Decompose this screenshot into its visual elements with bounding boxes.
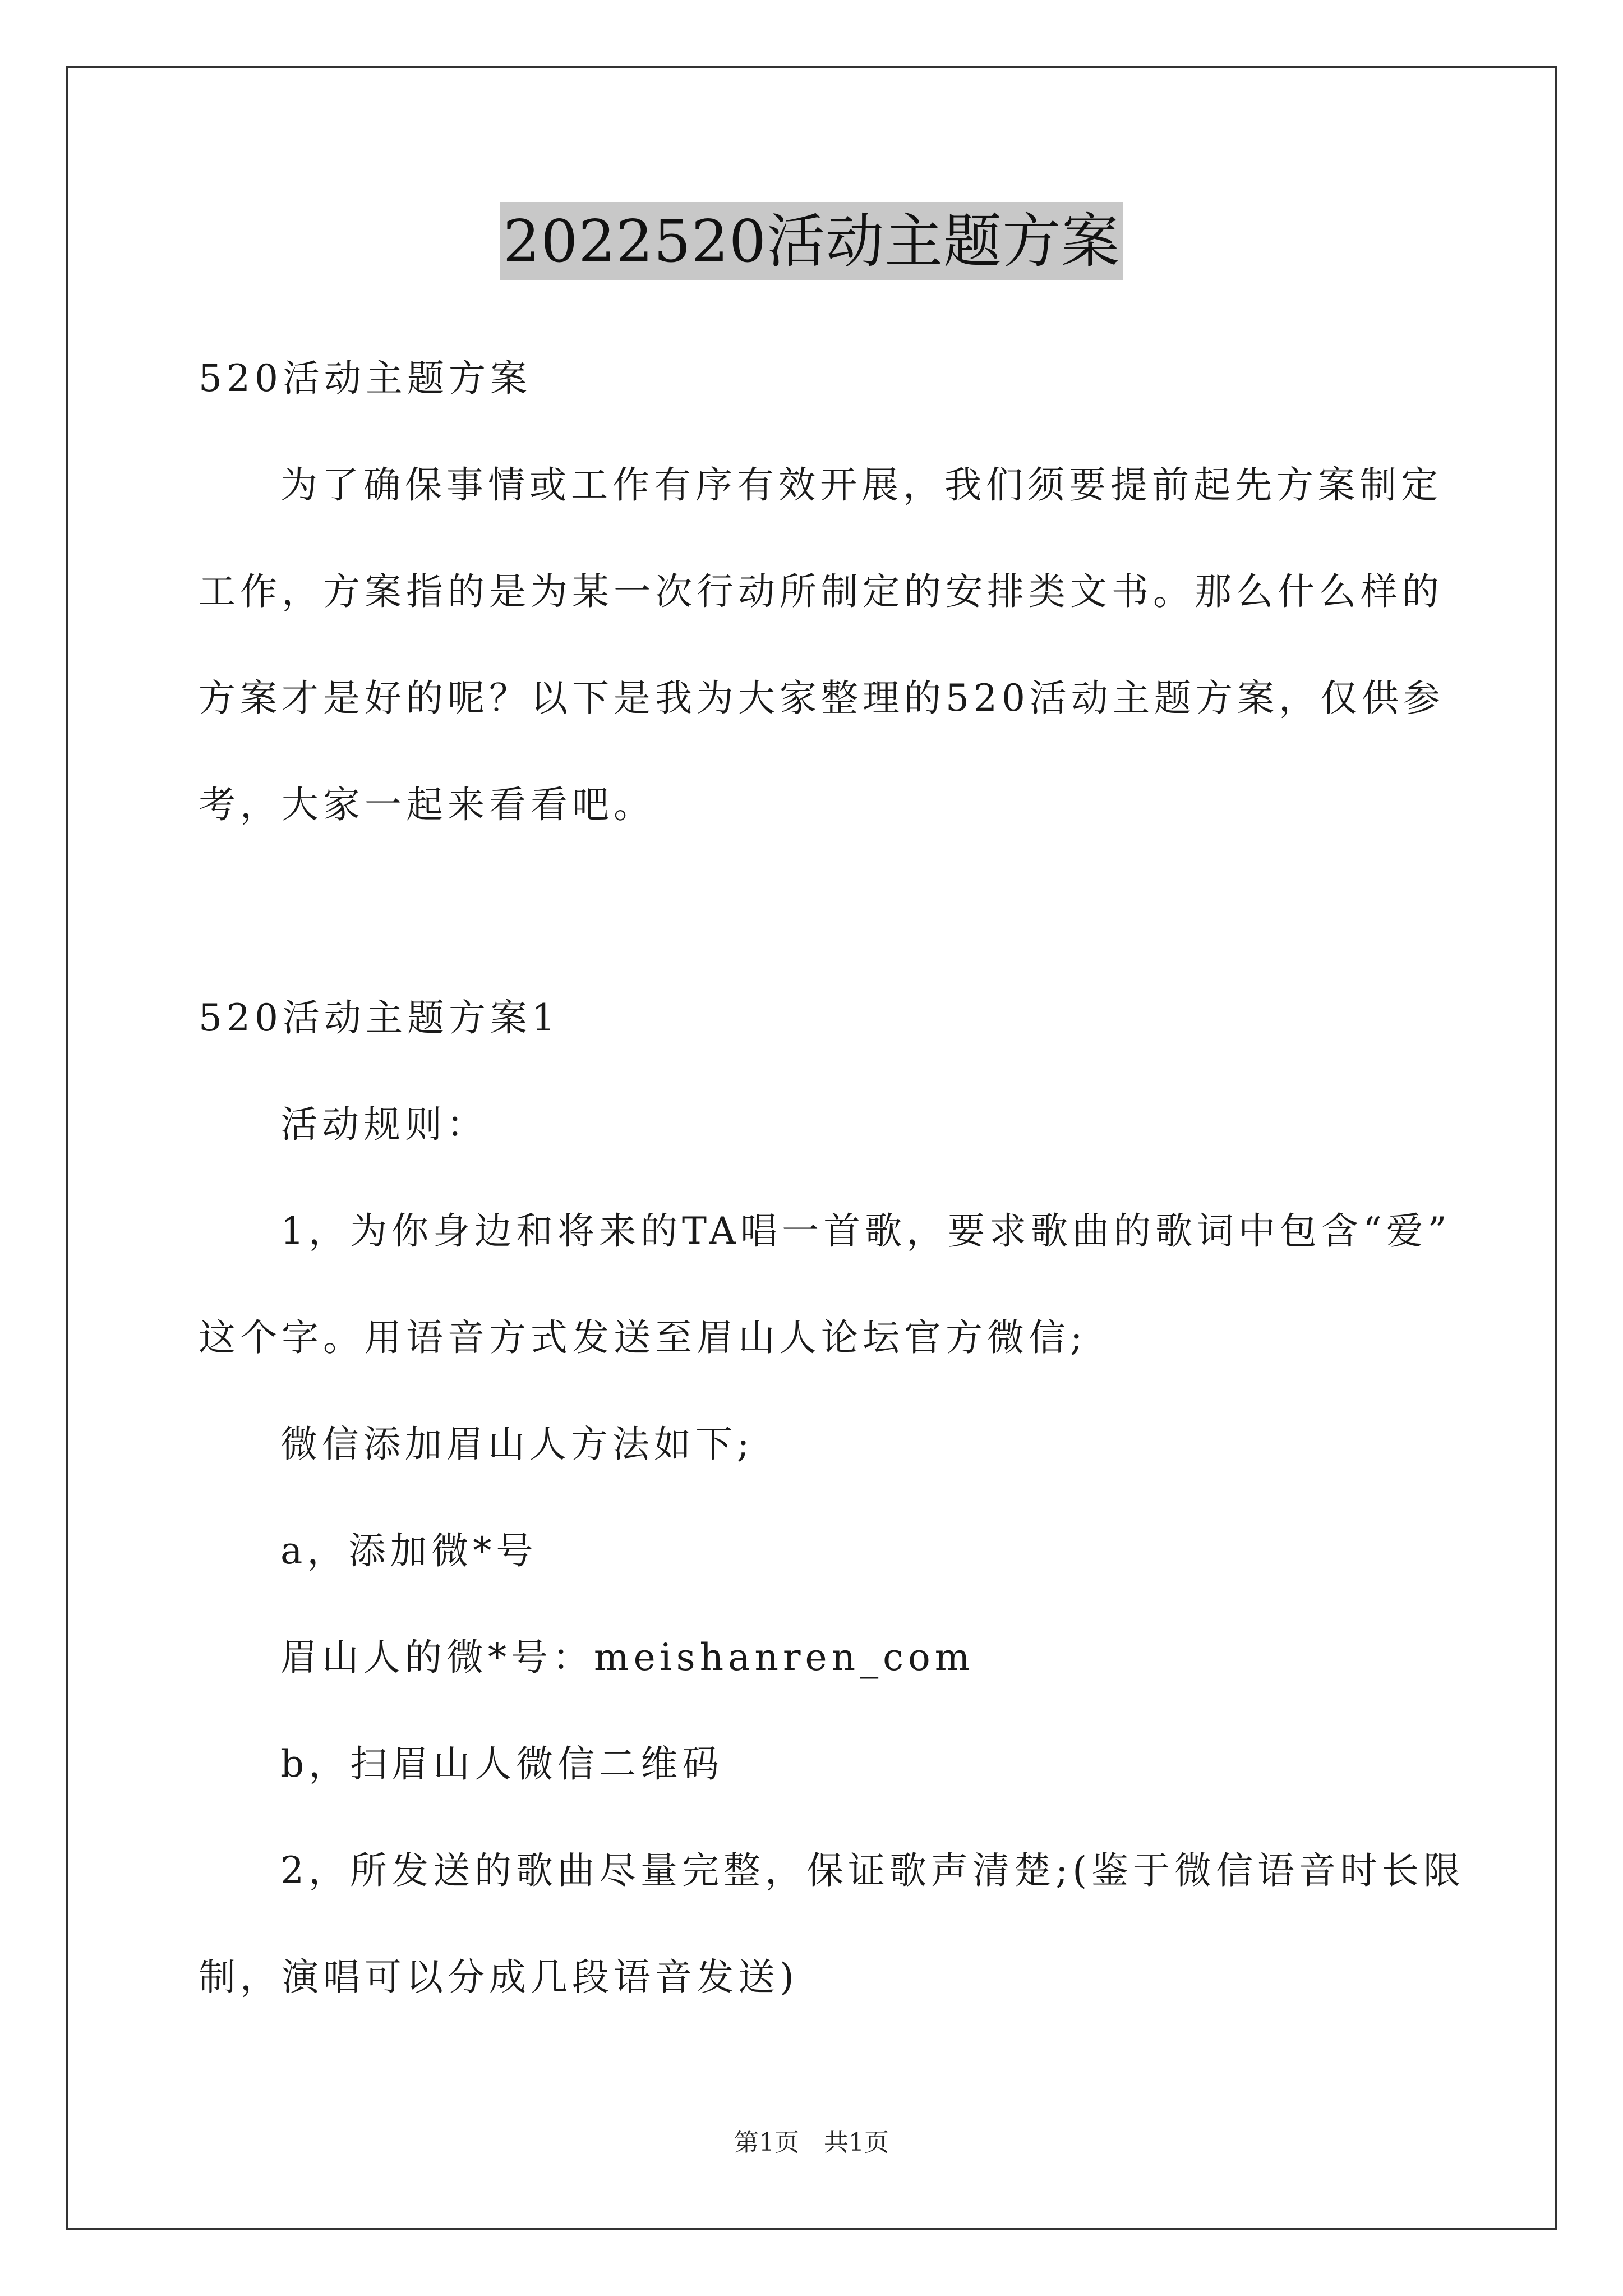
body-line: 考，大家一起来看看吧。 <box>199 783 655 826</box>
body-line: 2，所发送的歌曲尽量完整，保证歌声清楚;(鉴于微信语音时长限 <box>280 1849 1465 1892</box>
title-container <box>0 202 1623 280</box>
body-line: 为了确保事情或工作有序有效开展，我们须要提前起先方案制定 <box>280 463 1442 507</box>
body-line: b，扫眉山人微信二维码 <box>280 1742 724 1786</box>
body-line: 眉山人的微*号：meishanren_com <box>280 1636 975 1679</box>
section-heading: 520活动主题方案1 <box>199 996 560 1039</box>
body-line: a，添加微*号 <box>280 1529 538 1572</box>
body-line: 工作，方案指的是为某一次行动所制定的安排类文书。那么什么样的 <box>199 570 1444 613</box>
section-heading: 520活动主题方案 <box>199 357 532 400</box>
body-line: 方案才是好的呢？以下是我为大家整理的520活动主题方案，仅供参 <box>199 677 1445 720</box>
body-line: 1，为你身边和将来的TA唱一首歌，要求歌曲的歌词中包含“爱” <box>280 1209 1451 1253</box>
body-line: 制，演唱可以分成几段语音发送) <box>199 1955 799 1999</box>
page-footer: 第1页 共1页 <box>734 2128 889 2157</box>
body-line: 微信添加眉山人方法如下; <box>280 1423 754 1466</box>
document-title: 2022520活动主题方案 <box>500 202 1123 280</box>
body-line: 这个字。用语音方式发送至眉山人论坛官方微信; <box>199 1316 1087 1359</box>
body-line: 活动规则： <box>280 1103 488 1146</box>
